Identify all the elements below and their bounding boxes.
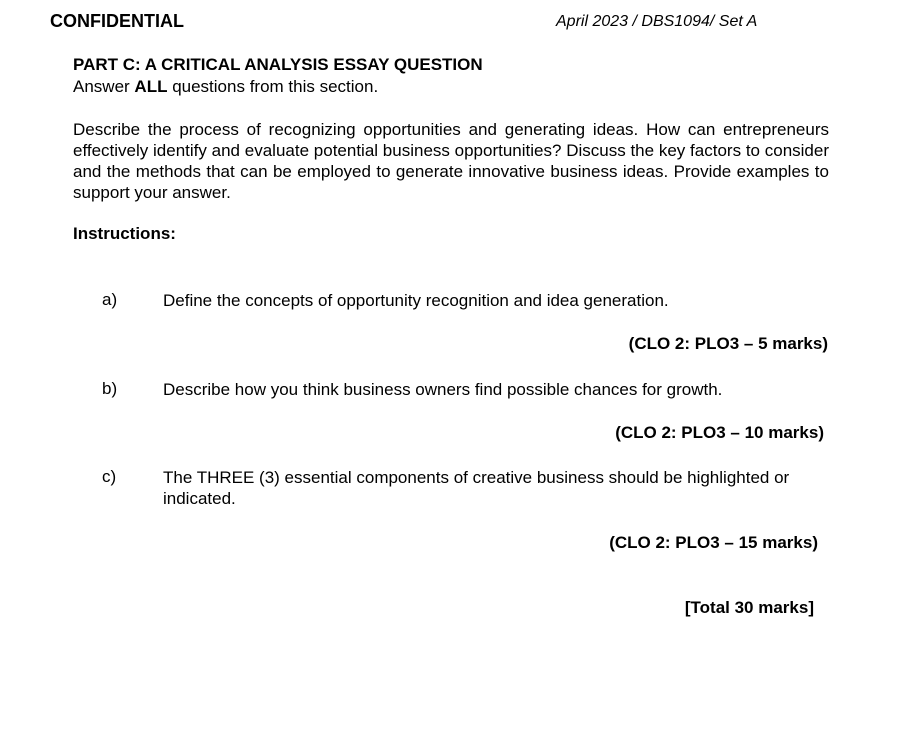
item-marks: (CLO 2: PLO3 – 10 marks) [615,423,824,442]
item-marks: (CLO 2: PLO3 – 15 marks) [609,533,818,552]
confidential-label: CONFIDENTIAL [50,11,184,31]
item-label: a) [102,290,118,309]
item-label: b) [102,379,118,398]
total-marks: [Total 30 marks] [684,598,814,617]
item-text: Describe how you think business owners find possible chances for growth. [163,380,723,399]
exam-reference: April 2023 / DBS1094/ Set A [556,13,758,30]
answer-suffix: questions from this section. [167,77,379,96]
instructions-heading: Instructions: [73,224,176,243]
item-label: c) [102,467,117,486]
essay-question: Describe the process of recognizing opportunities and generating ideas. How can entrepreneurs effectively identify and evaluate potential business opportunities? Discuss the key factors to consider and the methods that can be employed to generate innovative business ideas. Provide examples to support your answer. [73,120,829,202]
answer-prefix: Answer [73,77,135,96]
section-title: PART C: A CRITICAL ANALYSIS ESSAY QUESTION [73,55,483,74]
answer-emphasis: ALL [134,77,168,96]
answer-instruction [73,77,378,97]
item-text: Define the concepts of opportunity recognition and idea generation. [163,291,669,310]
item-marks: (CLO 2: PLO3 – 5 marks) [628,334,828,353]
item-text: The THREE (3) essential components of creative business should be highlighted or indicated. [163,468,790,508]
